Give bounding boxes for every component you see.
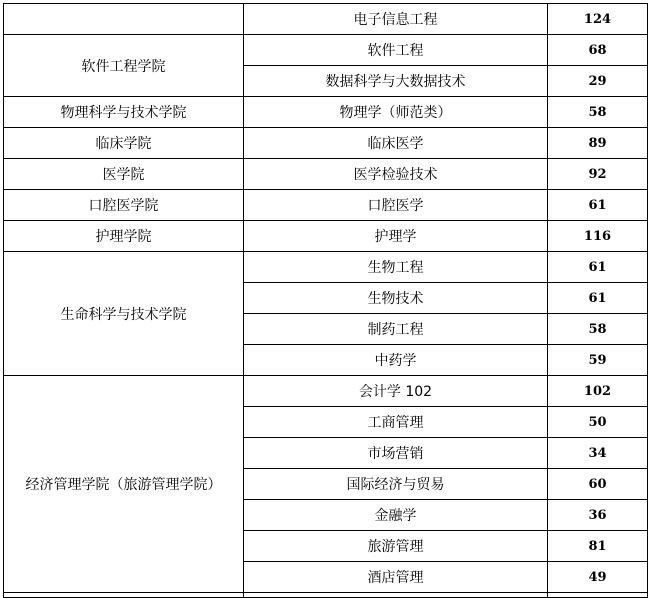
major-cell: 电子信息工程: [244, 4, 548, 35]
major-cell: 医学检验技术: [244, 159, 548, 190]
count-cell: 59: [548, 345, 648, 376]
college-cell: [4, 4, 244, 35]
major-cell: 生物技术: [244, 283, 548, 314]
major-cell: 市场营销: [244, 438, 548, 469]
count-cell: 116: [548, 221, 648, 252]
major-cell: 临床医学: [244, 128, 548, 159]
college-cell: 护理学院: [4, 221, 244, 252]
college-cell: 临床学院: [4, 128, 244, 159]
major-cell: 制药工程: [244, 314, 548, 345]
table-row: [4, 221, 648, 252]
count-cell: 89: [548, 128, 648, 159]
count-cell: 58: [548, 97, 648, 128]
major-cell: 软件工程: [244, 35, 548, 66]
major-cell: 会计学 102: [244, 376, 548, 407]
table-row: [4, 190, 648, 221]
count-cell: 124: [548, 4, 648, 35]
major-cell: 数据科学与大数据技术: [244, 66, 548, 97]
major-cell: 物理学（师范类）: [244, 97, 548, 128]
count-cell: 81: [548, 531, 648, 562]
major-cell: 酒店管理: [244, 562, 548, 593]
table-row: [4, 97, 648, 128]
college-cell: 物理科学与技术学院: [4, 97, 244, 128]
table-row: [4, 35, 648, 66]
major-cell: 护理学: [244, 221, 548, 252]
count-cell: 102: [548, 376, 648, 407]
major-cell: 国际经济与贸易: [244, 469, 548, 500]
count-cell: 92: [548, 159, 648, 190]
table-row: [4, 376, 648, 407]
count-cell: 36: [548, 500, 648, 531]
count-cell: 60: [548, 469, 648, 500]
table-row: [4, 4, 648, 35]
major-cell: 中药学: [244, 345, 548, 376]
count-cell: 49: [548, 562, 648, 593]
count-cell: 34: [548, 438, 648, 469]
count-cell: 58: [548, 314, 648, 345]
major-cell: 工商管理: [244, 407, 548, 438]
major-cell: 金融学: [244, 500, 548, 531]
count-cell: 61: [548, 190, 648, 221]
college-cell: 医学院: [4, 159, 244, 190]
table-row: [4, 252, 648, 283]
college-cell: 口腔医学院: [4, 190, 244, 221]
count-cell: 61: [548, 283, 648, 314]
table-row: [4, 128, 648, 159]
major-cell: 口腔医学: [244, 190, 548, 221]
college-cell: 软件工程学院: [4, 35, 244, 97]
count-cell: 50: [548, 407, 648, 438]
count-cell: 61: [548, 252, 648, 283]
count-cell: 29: [548, 66, 648, 97]
college-cell: 生命科学与技术学院: [4, 252, 244, 376]
major-cell: 生物工程: [244, 252, 548, 283]
college-cell: 经济管理学院（旅游管理学院）: [4, 376, 244, 593]
table-row: [4, 159, 648, 190]
major-cell: 旅游管理: [244, 531, 548, 562]
count-cell: 68: [548, 35, 648, 66]
enrollment-table: [3, 3, 648, 598]
